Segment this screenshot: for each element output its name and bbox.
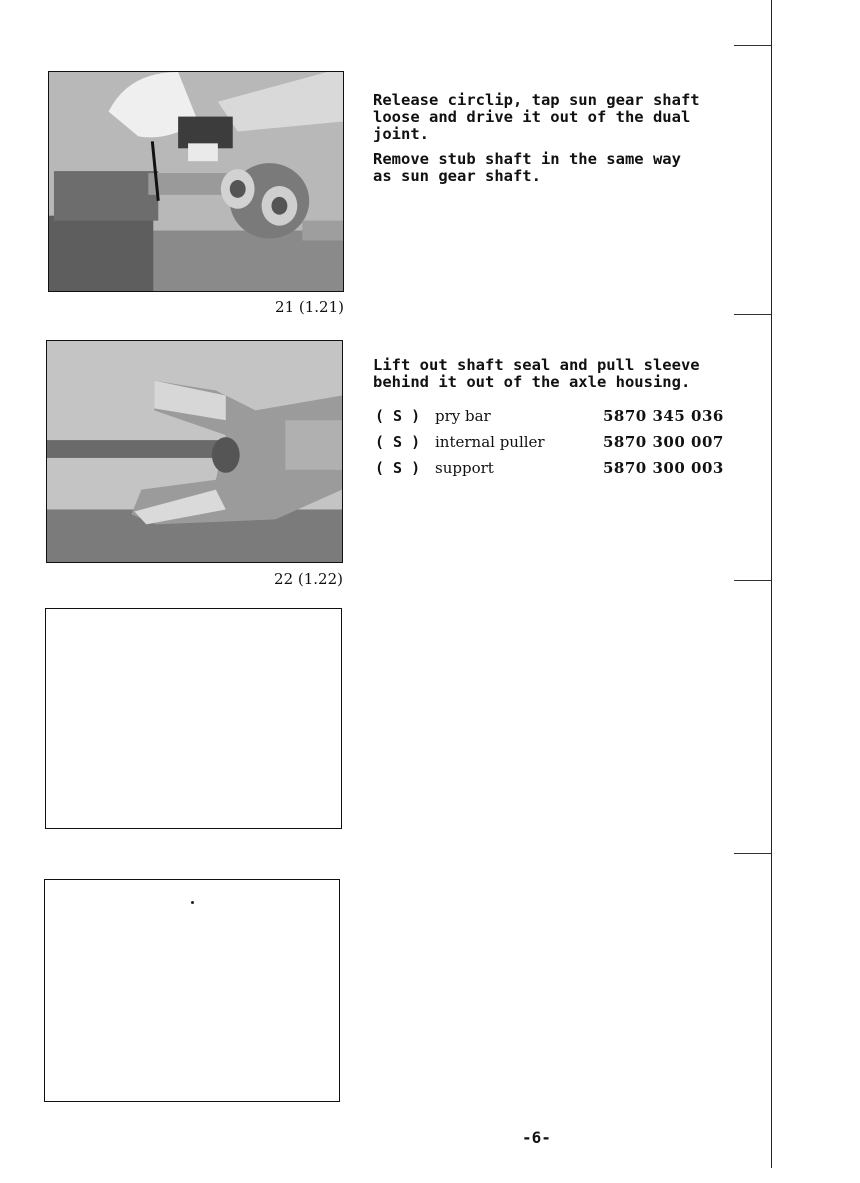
instruction-paragraph: Lift out shaft seal and pull sleeve behind it out of the axle housing. (373, 356, 700, 391)
tool-part-number: 5870 345 036 (603, 407, 724, 425)
margin-tick (734, 45, 771, 46)
tool-mark: ( S ) (375, 459, 421, 477)
tool-name: pry bar (435, 407, 491, 425)
margin-tick (734, 853, 771, 854)
figure-22-caption: 22 (1.22) (274, 570, 343, 588)
figure-22-photo (46, 340, 343, 563)
right-margin-rule (771, 0, 772, 1168)
tool-row (375, 403, 745, 429)
tool-part-number: 5870 300 003 (603, 459, 724, 477)
instruction-paragraph: Remove stub shaft in the same way as sun gear shaft. (373, 150, 681, 185)
margin-tick (734, 314, 771, 315)
tool-mark: ( S ) (375, 407, 421, 425)
tool-name: internal puller (435, 433, 545, 451)
empty-figure-frame (45, 608, 342, 829)
tool-mark: ( S ) (375, 433, 421, 451)
page-number: -6- (522, 1128, 551, 1147)
tool-list (375, 403, 745, 481)
figure-21-photo (48, 71, 344, 292)
tool-row (375, 429, 745, 455)
tool-part-number: 5870 300 007 (603, 433, 724, 451)
instruction-block-1 (373, 92, 753, 193)
tool-row (375, 455, 745, 481)
tool-name: support (435, 459, 494, 477)
speck-mark (191, 901, 194, 904)
empty-figure-frame (44, 879, 340, 1102)
figure-21-caption: 21 (1.21) (275, 298, 344, 316)
instruction-paragraph: Release circlip, tap sun gear shaft loose and drive it out of the dual joint. (373, 91, 700, 143)
margin-tick (734, 580, 771, 581)
instruction-block-2 (373, 357, 753, 399)
